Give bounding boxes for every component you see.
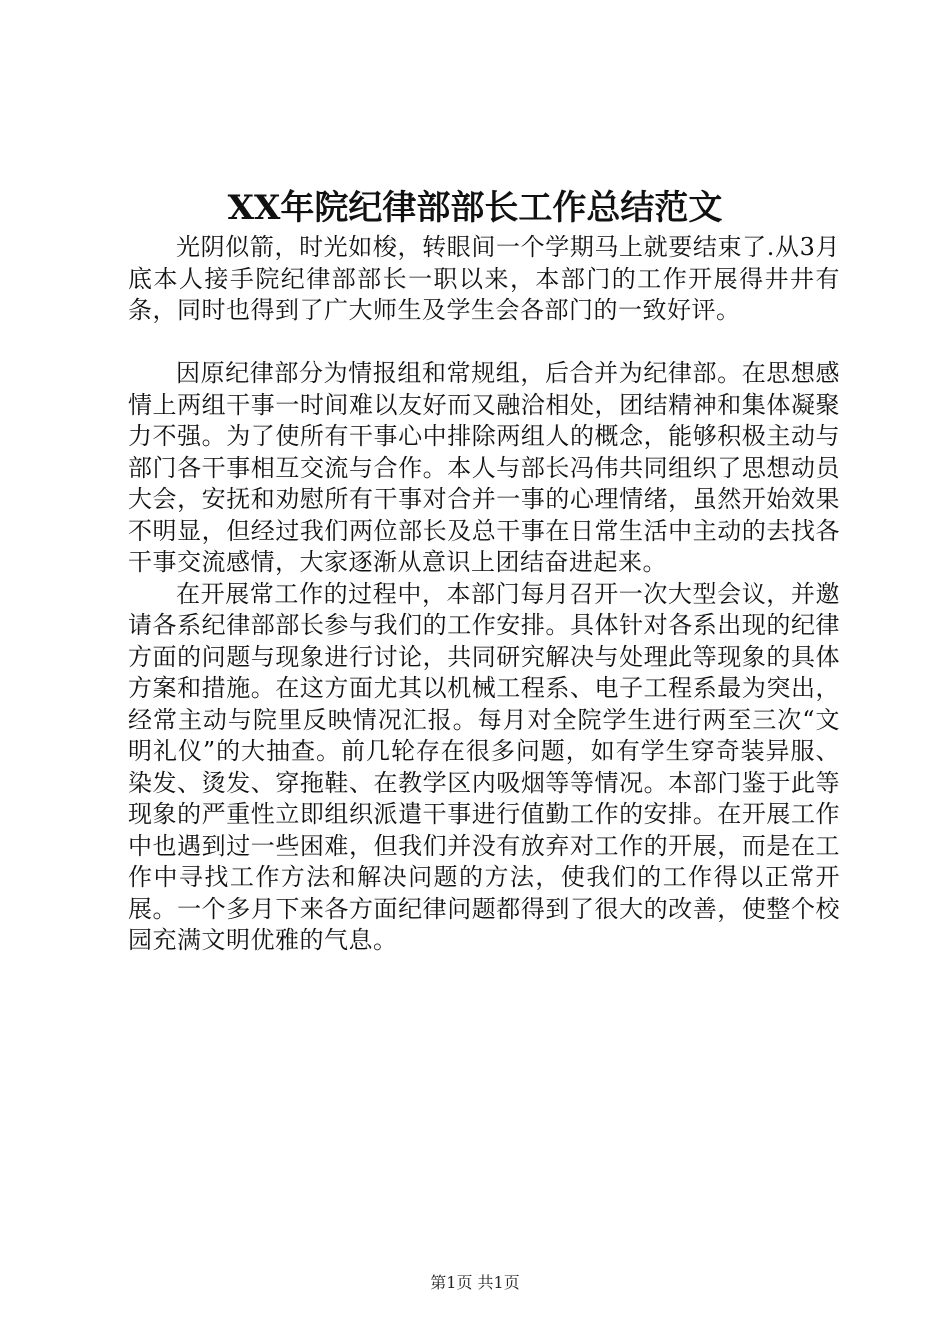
page-footer: 第1页 共1页: [430, 1273, 520, 1292]
paragraph-3: 在开展常工作的过程中，本部门每月召开一次大型会议，并邀请各系纪律部部长参与我们的工作安排。具体针对各系出现的纪律方面的问题与现象进行讨论，共同研究解决与处理此等现象的具体方案和措施。在这方面尤其以机械工程系、电子工程系最为突出，经常主动与院里反映情况汇报。每月对全院学生进行两至三次“文明礼仪”的大抽查。前几轮存在很多问题，如有学生穿奇装异服、染发、烫发、穿拖鞋、在教学区内吸烟等等情况。本部门鉴于此等现象的严重性立即组织派遣干事进行值勤工作的安排。在开展工作中也遇到过一些困难，但我们并没有放弃对工作的开展，而是在工作中寻找工作方法和解决问题的方法，使我们的工作得以正常开展。一个多月下来各方面纪律问题都得到了很大的改善，使整个校园充满文明优雅的气息。: [128, 579, 840, 954]
document-body: [128, 232, 840, 957]
paragraph-1: 光阴似箭，时光如梭，转眼间一个学期马上就要结束了.从3月底本人接手院纪律部部长一职以来，本部门的工作开展得井井有条，同时也得到了广大师生及学生会各部门的一致好评。: [128, 233, 840, 324]
document-title: XX年院纪律部部长工作总结范文: [227, 188, 723, 228]
paragraph-2: 因原纪律部分为情报组和常规组，后合并为纪律部。在思想感情上两组干事一时间难以友好而又融洽相处，团结精神和集体凝聚力不强。为了使所有干事心中排除两组人的概念，能够积极主动与部门各干事相互交流与合作。本人与部长冯伟共同组织了思想动员大会，安抚和劝慰所有干事对合并一事的心理情绪，虽然开始效果不明显，但经过我们两位部长及总干事在日常生活中主动的去找各干事交流感情，大家逐渐从意识上团结奋进起来。: [128, 359, 840, 576]
